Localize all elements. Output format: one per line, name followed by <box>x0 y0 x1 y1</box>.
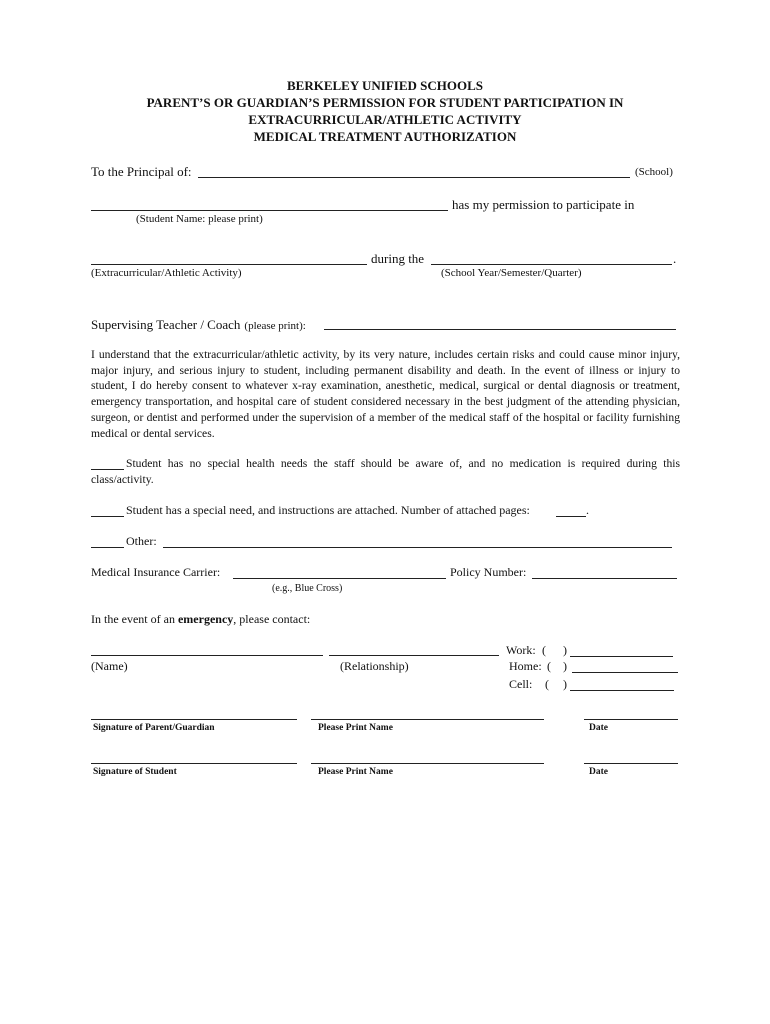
special-need-blank[interactable] <box>91 516 124 517</box>
policy-number-label: Policy Number: <box>450 565 527 579</box>
during-text: during the <box>371 251 425 266</box>
student-date-field[interactable] <box>584 763 678 764</box>
contact-relationship-field[interactable] <box>329 655 499 656</box>
supervisor-hint: (please print): <box>244 320 306 332</box>
student-signature-field[interactable] <box>91 763 297 764</box>
other-label: Other: <box>126 534 157 548</box>
school-name-field[interactable] <box>198 177 630 178</box>
policy-number-field[interactable] <box>532 578 677 579</box>
home-paren-close: ) <box>563 659 567 673</box>
cell-phone-field[interactable] <box>570 690 674 691</box>
work-paren-open: ( <box>542 643 546 657</box>
work-phone-field[interactable] <box>570 656 673 657</box>
school-year-caption: (School Year/Semester/Quarter) <box>441 267 582 279</box>
special-need-end: . <box>586 503 589 517</box>
parent-print-name-caption: Please Print Name <box>318 723 393 733</box>
parent-date-field[interactable] <box>584 719 678 720</box>
contact-name-caption: (Name) <box>91 659 128 673</box>
parent-print-name-field[interactable] <box>311 719 544 720</box>
supervisor-field[interactable] <box>324 329 676 330</box>
home-phone-field[interactable] <box>572 672 678 673</box>
cell-paren-open: ( <box>545 677 549 691</box>
work-label: Work: <box>506 643 536 657</box>
no-needs-text: Student has no special health needs the staff should be aware of, and no medication is required during this class/activity. <box>91 457 680 486</box>
emergency-bold: emergency <box>177 612 234 626</box>
school-caption: (School) <box>635 166 673 178</box>
parent-signature-caption: Signature of Parent/Guardian <box>93 723 215 733</box>
cell-paren-close: ) <box>563 677 567 691</box>
supervisor-label: Supervising Teacher / Coach <box>91 317 241 332</box>
school-name: BERKELEY UNIFIED SCHOOLS <box>286 78 483 93</box>
contact-relationship-caption: (Relationship) <box>340 659 409 673</box>
activity-caption: (Extracurricular/Athletic Activity) <box>91 267 242 279</box>
student-name-caption: (Student Name: please print) <box>136 213 263 225</box>
activity-field[interactable] <box>91 264 367 265</box>
student-print-name-field[interactable] <box>311 763 544 764</box>
insurance-example: (e.g., Blue Cross) <box>272 583 343 594</box>
contact-name-field[interactable] <box>91 655 323 656</box>
parent-signature-field[interactable] <box>91 719 297 720</box>
emergency-heading <box>91 612 310 627</box>
student-date-caption: Date <box>589 767 608 777</box>
other-field[interactable] <box>163 547 672 548</box>
home-label: Home: <box>509 659 542 673</box>
insurance-carrier-label: Medical Insurance Carrier: <box>91 565 221 579</box>
consent-paragraph: I understand that the extracurricular/athletic activity, by its very nature, includes certain risks and could cause minor injury, major injury, and serious injury to student, including permanent disability and death. In the event of illness or injury to student, I do hereby consent to whatever x-ray examination, anesthetic, medical, surgical or dental diagnosis or treatment, emergency transportation, and hospital care of student considered necessary in the best judgment of the attending physician, surgeon, or dentist and performed under the supervision of a member of the medical staff of the hospital or facility furnishing medical or dental services. <box>91 348 680 440</box>
home-paren-open: ( <box>547 659 551 673</box>
school-year-field[interactable] <box>431 264 672 265</box>
permission-text: has my permission to participate in <box>452 197 635 212</box>
attached-pages-field[interactable] <box>556 516 586 517</box>
work-paren-close: ) <box>563 643 567 657</box>
form-title-line-3: MEDICAL TREATMENT AUTHORIZATION <box>253 129 517 144</box>
special-need-text: Student has a special need, and instructions are attached. Number of attached pages: <box>126 503 530 517</box>
other-blank[interactable] <box>91 547 124 548</box>
emergency-prefix: In the event of an <box>91 612 175 626</box>
emergency-suffix: , please contact: <box>233 612 311 626</box>
form-title-line-2: EXTRACURRICULAR/ATHLETIC ACTIVITY <box>248 112 522 127</box>
student-name-field[interactable] <box>91 210 448 211</box>
form-title-line-1: PARENT’S OR GUARDIAN’S PERMISSION FOR STUDENT PARTICIPATION IN <box>146 95 624 110</box>
student-signature-caption: Signature of Student <box>93 767 177 777</box>
cell-label: Cell: <box>509 677 533 691</box>
parent-date-caption: Date <box>589 723 608 733</box>
period-end: . <box>673 251 677 266</box>
student-print-name-caption: Please Print Name <box>318 767 393 777</box>
principal-label: To the Principal of: <box>91 164 192 179</box>
supervisor-label-group <box>91 316 306 334</box>
insurance-carrier-field[interactable] <box>233 578 446 579</box>
